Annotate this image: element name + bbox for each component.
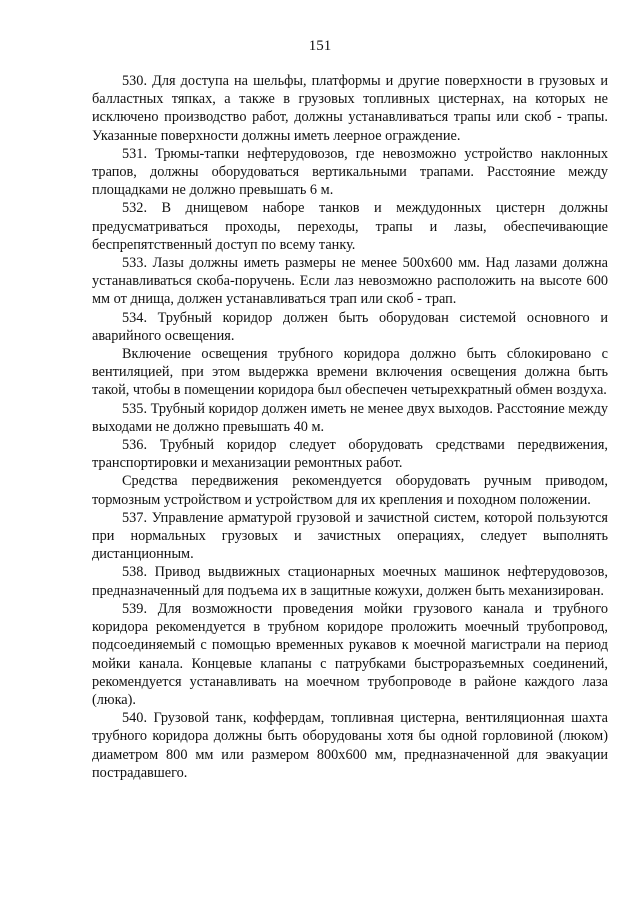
paragraph-534-lighting: Включение освещения трубного коридора должно быть сблокировано с вентиляцией, при этом выдержка времени включения освещения должна быть такой, чтобы в помещении коридора был обеспечен четырехкратный обмен воздуха. xyxy=(92,346,608,399)
paragraph-536-means: Средства передвижения рекомендуется оборудовать ручным приводом, тормозным устройством и устройством для их крепления и походном положении. xyxy=(92,473,608,508)
paragraph-536: 536. Трубный коридор следует оборудовать средствами передвижения, транспортировки и механизации ремонтных работ. xyxy=(92,437,608,472)
page-number: 151 xyxy=(308,38,332,54)
paragraph-530: 530. Для доступа на шельфы, платформы и другие поверхности в грузовых и балластных тяпках, а также в грузовых топливных цистернах, на которых не исключено производство работ, должны устанавливаться трапы или скоб - трапы. Указанные поверхности должны иметь леерное ограждение. xyxy=(92,73,608,144)
paragraph-539: 539. Для возможности проведения мойки грузового канала и трубного коридора рекомендуется в трубном коридоре проложить моечный трубопровод, подсоединяемый с помощью временных рукавов к моечной магистрали на период мойки канала. Концевые клапаны с патрубками быстроразъемных соединений, рекомендуется устанавливать на моечном трубопроводе в районе каждого лаза (люка). xyxy=(92,600,608,708)
paragraph-537: 537. Управление арматурой грузовой и зачистной систем, которой пользуются при нормальных грузовых и зачистных операциях, следует выполнять дистанционным. xyxy=(92,509,608,563)
paragraph-535: 535. Трубный коридор должен иметь не менее двух выходов. Расстояние между выходами не должно превышать 40 м. xyxy=(92,400,608,435)
paragraph-532: 532. В днищевом наборе танков и междудонных цистерн должны предусматриваться проходы, переходы, трапы и лазы, обеспечивающие беспрепятственный доступ по всему танку. xyxy=(92,200,608,253)
paragraph-533: 533. Лазы должны иметь размеры не менее 500х600 мм. Над лазами должна устанавливаться скоба-поручень. Если лаз невозможно расположить на высоте 600 мм от днища, должен устанавливаться трап или скоб - трап. xyxy=(92,255,608,308)
document-body xyxy=(92,72,608,782)
paragraph-534: 534. Трубный коридор должен быть оборудован системой основного и аварийного освещения. xyxy=(92,309,608,344)
paragraph-540: 540. Грузовой танк, коффердам, топливная цистерна, вентиляционная шахта трубного коридора должны быть оборудованы хотя бы одной горловиной (люком) диаметром 800 мм или размером 800х600 мм, предназначенной для эвакуации пострадавшего. xyxy=(92,710,608,781)
paragraph-531: 531. Трюмы-тапки нефтерудовозов, где невозможно устройство наклонных трапов, должны оборудоваться вертикальными трапами. Расстояние между площадками не должно превышать 6 м. xyxy=(92,145,608,199)
paragraph-538: 538. Привод выдвижных стационарных моечных машинок нефтерудовозов, предназначенный для подъема их в защитные кожухи, должен быть механизирован. xyxy=(92,564,608,599)
